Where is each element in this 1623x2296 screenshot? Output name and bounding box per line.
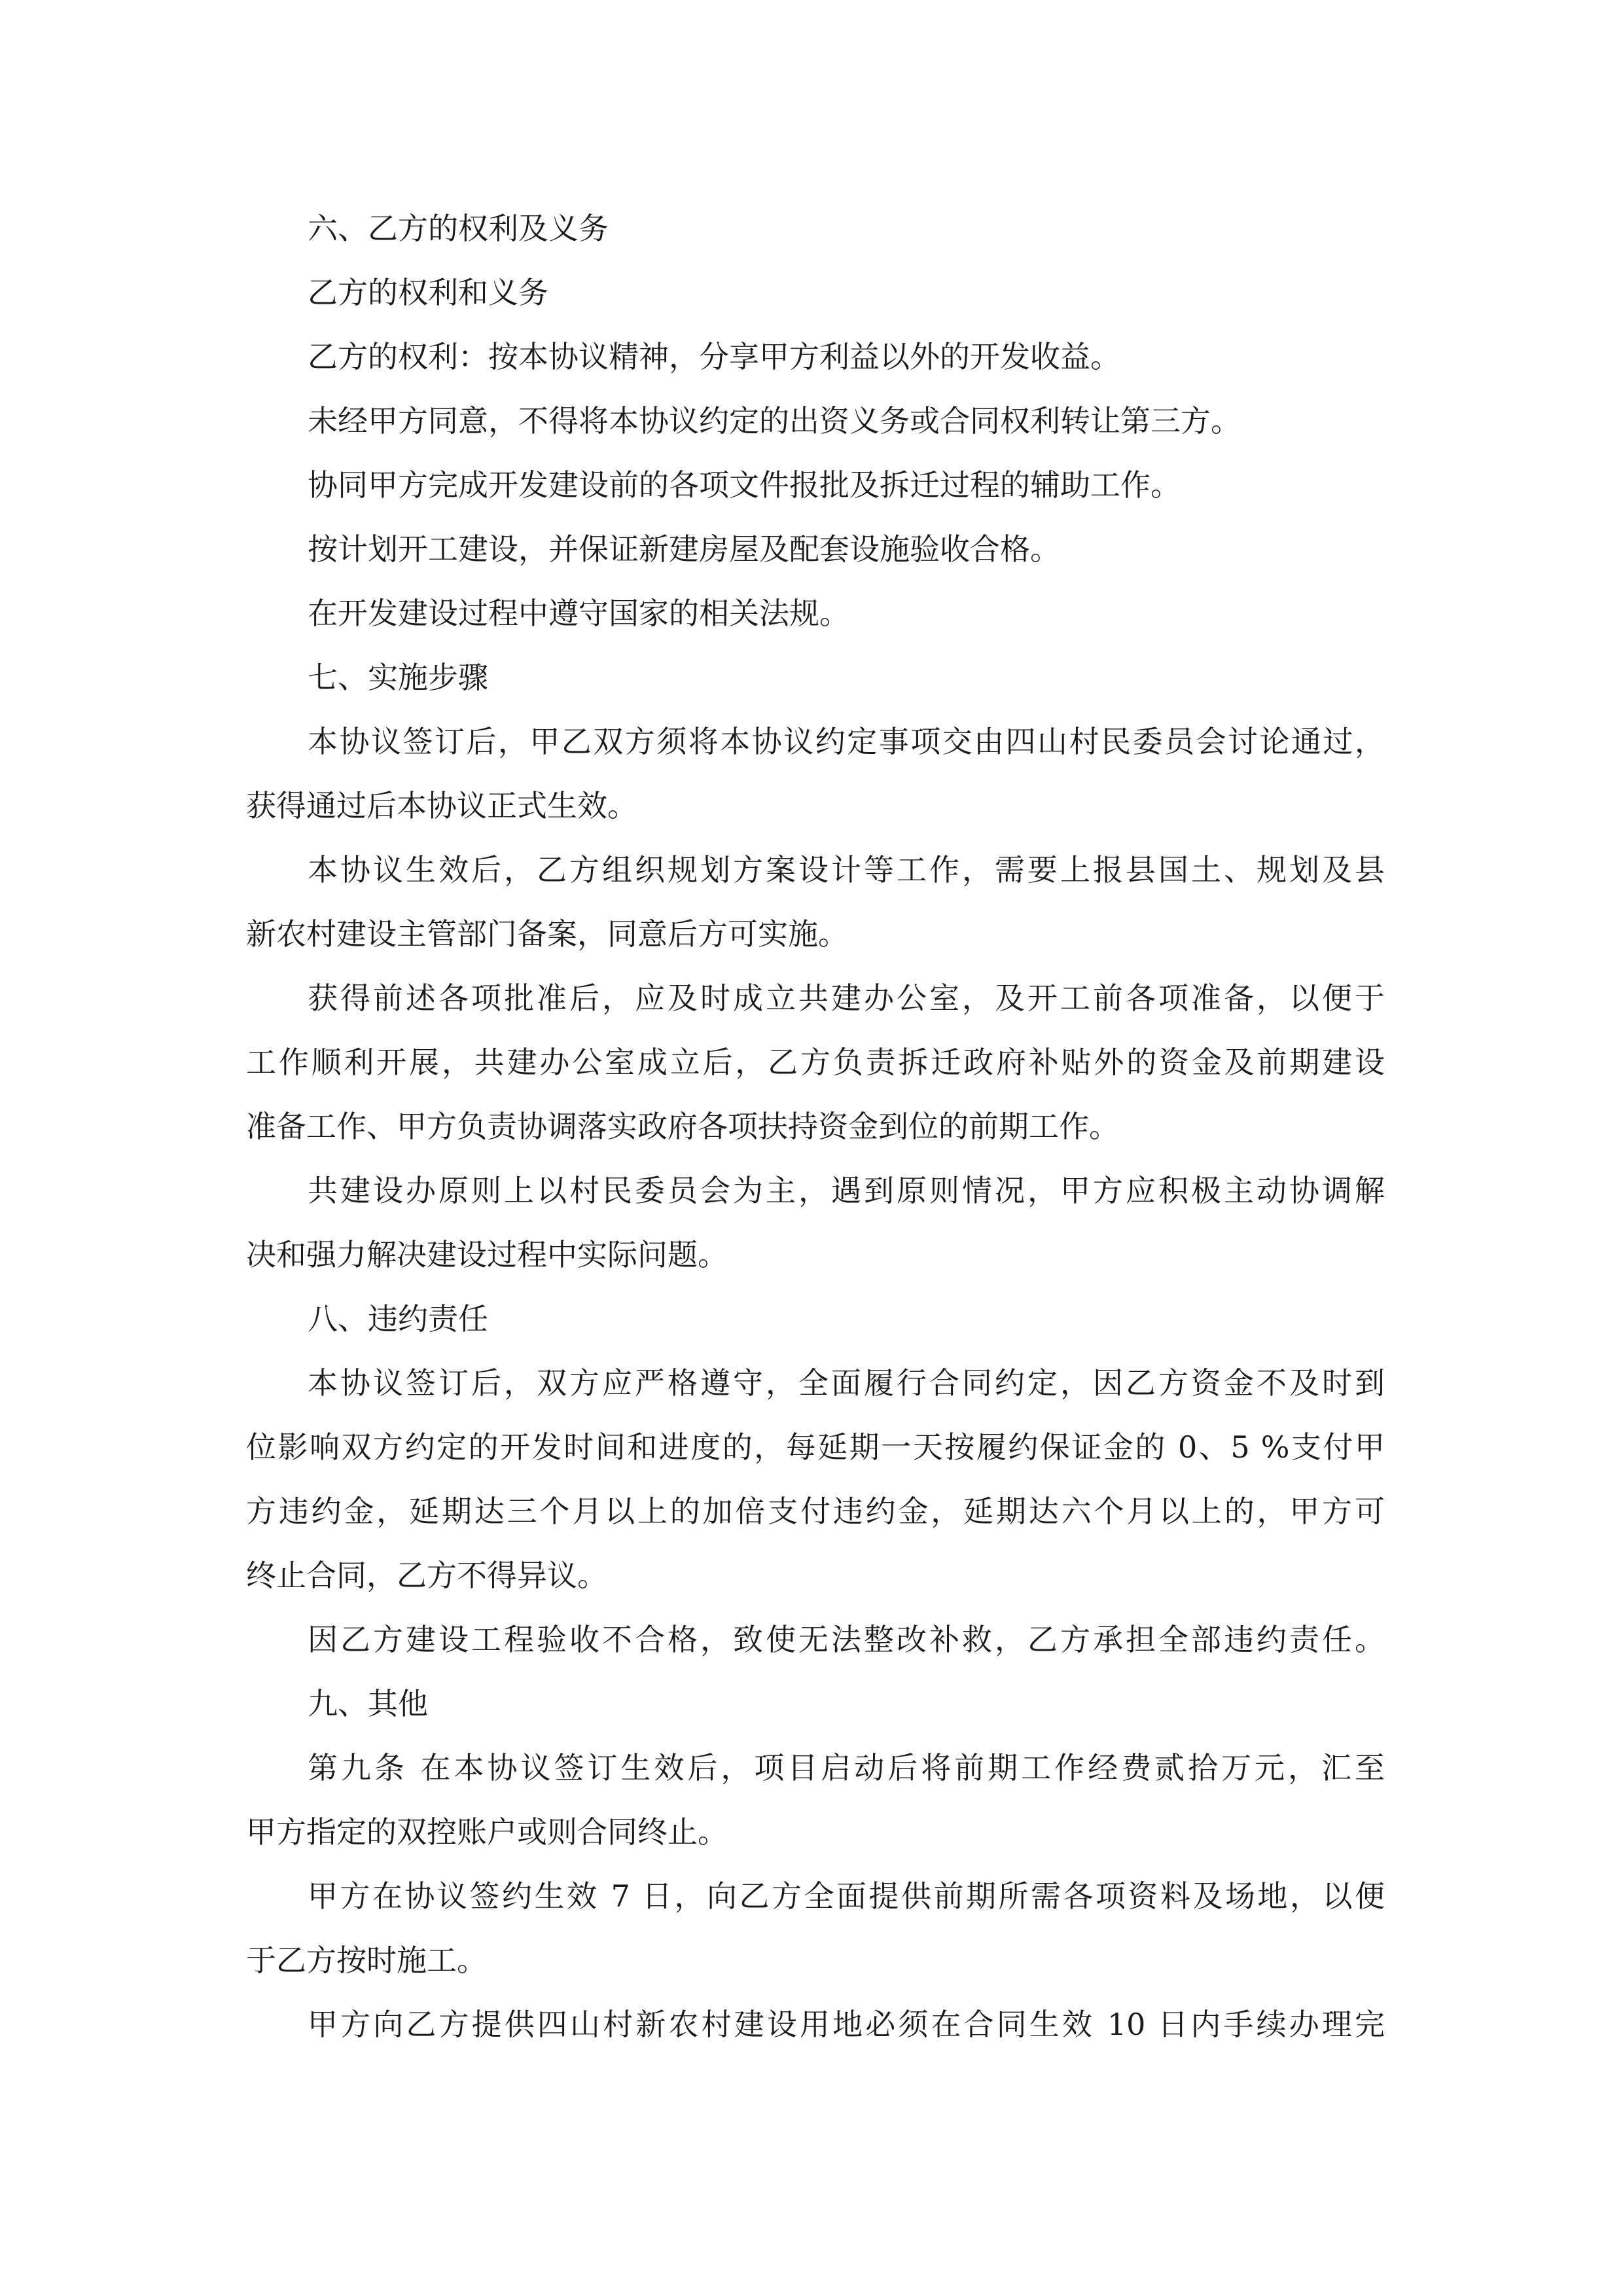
paragraph-line: 位影响双方约定的开发时间和进度的，每延期一天按履约保证金的 0、5 %支付甲 bbox=[246, 1429, 1385, 1465]
paragraph-line: 获得前述各项批准后，应及时成立共建办公室，及开工前各项准备，以便于 bbox=[308, 980, 1385, 1016]
document-body bbox=[246, 208, 1385, 2068]
paragraph-line: 因乙方建设工程验收不合格，致使无法整改补救，乙方承担全部违约责任。 bbox=[308, 1622, 1385, 1657]
paragraph-line: 按计划开工建设，并保证新建房屋及配套设施验收合格。 bbox=[308, 531, 1060, 567]
paragraph-line: 本协议签订后，双方应严格遵守，全面履行合同约定，因乙方资金不及时到 bbox=[308, 1365, 1385, 1401]
section-heading-nine: 九、其他 bbox=[308, 1686, 428, 1721]
section-heading-seven: 七、实施步骤 bbox=[308, 660, 488, 695]
paragraph-line: 乙方的权利：按本协议精神，分享甲方利益以外的开发收益。 bbox=[308, 339, 1120, 374]
paragraph-line: 甲方在协议签约生效 7 日，向乙方全面提供前期所需各项资料及场地，以便 bbox=[308, 1878, 1385, 1914]
section-heading-six: 六、乙方的权利及义务 bbox=[308, 211, 609, 246]
paragraph-line: 新农村建设主管部门备案，同意后方可实施。 bbox=[246, 916, 848, 952]
paragraph-line: 协同甲方完成开发建设前的各项文件报批及拆迁过程的辅助工作。 bbox=[308, 467, 1181, 503]
paragraph-line: 获得通过后本协议正式生效。 bbox=[246, 788, 637, 823]
paragraph-line: 未经甲方同意，不得将本协议约定的出资义务或合同权利转让第三方。 bbox=[308, 403, 1241, 439]
paragraph-line: 本协议签订后，甲乙双方须将本协议约定事项交由四山村民委员会讨论通过， bbox=[308, 724, 1385, 759]
paragraph-line: 准备工作、甲方负责协调落实政府各项扶持资金到位的前期工作。 bbox=[246, 1109, 1119, 1144]
paragraph-line: 工作顺利开展，共建办公室成立后，乙方负责拆迁政府补贴外的资金及前期建设 bbox=[246, 1045, 1385, 1080]
paragraph-line: 甲方指定的双控账户或则合同终止。 bbox=[246, 1814, 728, 1850]
paragraph-line: 甲方向乙方提供四山村新农村建设用地必须在合同生效 10 日内手续办理完 bbox=[308, 2007, 1385, 2042]
paragraph-line: 决和强力解决建设过程中实际问题。 bbox=[246, 1237, 728, 1272]
paragraph-line: 于乙方按时施工。 bbox=[246, 1943, 487, 1978]
section-heading-eight: 八、违约责任 bbox=[308, 1301, 488, 1336]
paragraph-line: 本协议生效后，乙方组织规划方案设计等工作，需要上报县国土、规划及县 bbox=[308, 852, 1385, 888]
paragraph-line: 在开发建设过程中遵守国家的相关法规。 bbox=[308, 596, 849, 631]
paragraph-line: 方违约金，延期达三个月以上的加倍支付违约金，延期达六个月以上的，甲方可 bbox=[246, 1494, 1385, 1529]
paragraph-line: 共建设办原则上以村民委员会为主，遇到原则情况，甲方应积极主动协调解 bbox=[308, 1173, 1385, 1208]
paragraph-line: 终止合同，乙方不得异议。 bbox=[246, 1558, 607, 1593]
paragraph-line: 第九条 在本协议签订生效后，项目启动后将前期工作经费贰拾万元，汇至 bbox=[308, 1750, 1385, 1785]
paragraph-line: 乙方的权利和义务 bbox=[308, 275, 548, 310]
